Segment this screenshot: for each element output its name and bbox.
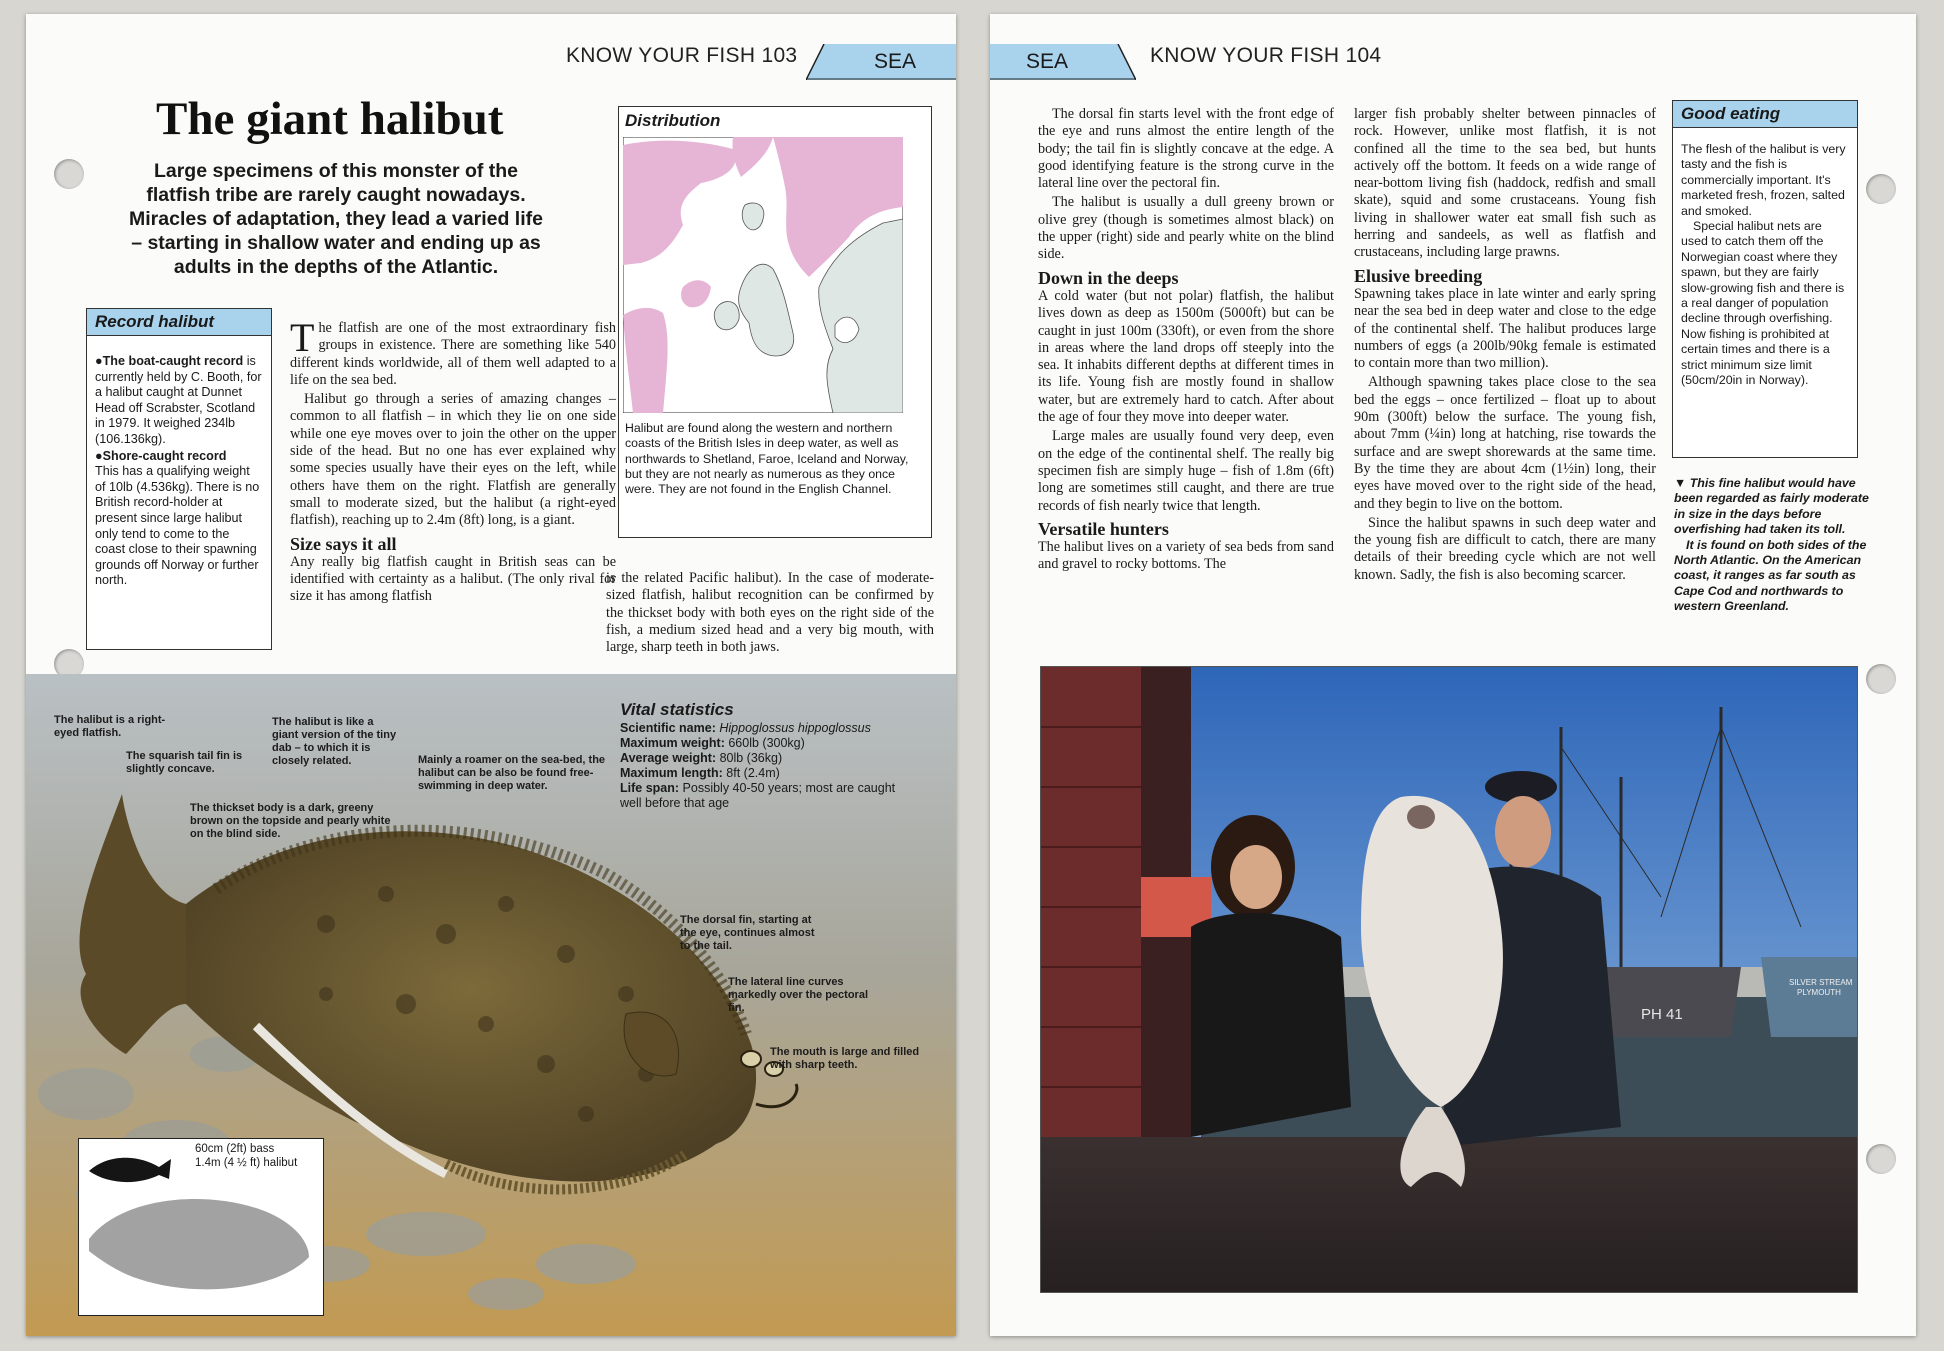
vital-statistics xyxy=(620,702,920,811)
subheading-size: Size says it all xyxy=(290,533,397,554)
annotation-tail-fin: The squarish tail fin is slightly concave. xyxy=(126,750,243,775)
triangle-marker-icon: ▼ xyxy=(1674,476,1687,490)
binder-hole xyxy=(1866,664,1896,694)
photo-caption: ▼ This fine halibut would have been regarded as fairly moderate in size in the days before overfishing had taken its toll. It is found on both sides of the North Atlantic. On the American coast, it ranges as far south as Cape Cod and northwards to western Greenland. xyxy=(1674,476,1874,615)
article-intro: Large specimens of this monster of the flatfish tribe are rarely caught nowadays. Miracles of adaptation, they lead a varied life – starting in shallow water and ending up as adults in the depths of the Atlantic. xyxy=(129,160,543,278)
vital-heading: Vital statistics xyxy=(620,700,734,719)
scale-comparison-box xyxy=(78,1138,324,1316)
record-halibut-heading: Record halibut xyxy=(87,309,271,336)
annotation-dab: The halibut is like a giant version of the tiny dab – to which it is closely related. xyxy=(272,716,397,767)
vital-max-weight: Maximum weight: 660lb (300kg) xyxy=(620,736,805,750)
annotation-lateral-line: The lateral line curves markedly over the pectoral fin. xyxy=(728,976,869,1014)
annotation-roamer: Mainly a roamer on the sea-bed, the halibut can be also be found free-swimming in deep water. xyxy=(418,754,606,792)
vital-max-length: Maximum length: 8ft (2.4m) xyxy=(620,766,780,780)
annotation-right-eyed: The halibut is a right-eyed flatfish. xyxy=(54,714,166,739)
right-page xyxy=(990,14,1916,1336)
boat-name: SILVER STREAM xyxy=(1789,978,1853,987)
annotation-body-colour: The thickset body is a dark, greeny brown on the topside and pearly white on the blind side. xyxy=(190,802,391,840)
body-paragraph: The halibut lives on a variety of sea beds from sand and gravel to rocky bottoms. The xyxy=(1038,539,1334,573)
photo-caption-text: It is found on both sides of the North Atlantic. On the American coast, it ranges as far south as Cape Cod and northwards to western Greenland. xyxy=(1674,537,1867,614)
good-eating-text: Special halibut nets are used to catch them off the Norwegian coast where they spawn, but they are fairly slow-growing fish and there is a real danger of population decline through overfishing. Now fishing is prohibited at certain times and there is a strict minimum size limit (50cm/20in in Norway). xyxy=(1681,219,1845,388)
body-paragraph: Since the halibut spawns in such deep water and the young fish are difficult to catch, there are many details of their breeding cycle which are not well known. Sadly, the fish is also becoming scarcer. xyxy=(1354,514,1656,583)
article-title: The giant halibut xyxy=(156,93,504,145)
page-header-text: KNOW YOUR FISH 104 xyxy=(1150,44,1382,67)
body-column-2 xyxy=(1354,106,1656,586)
sea-tab-label: SEA xyxy=(874,50,917,73)
distribution-box xyxy=(618,106,932,538)
boat-record-text: ●The boat-caught record is currently held by C. Booth, for a halibut caught at Dunnet Head off Scrabster, Scotland in 1979. It weighed 234lb (106.136kg). xyxy=(95,354,262,446)
good-eating-text: The flesh of the halibut is very tasty and the fish is commercially important. It's marketed fresh, frozen, salted and smoked. xyxy=(1681,142,1846,218)
shore-record-heading: ●Shore-caught record xyxy=(95,448,227,463)
record-halibut-box xyxy=(86,308,272,650)
subheading-hunters: Versatile hunters xyxy=(1038,518,1169,539)
good-eating-heading: Good eating xyxy=(1673,101,1857,128)
annotation-mouth: The mouth is large and filled with sharp teeth. xyxy=(770,1046,920,1071)
vital-scientific-name: Scientific name: Hippoglossus hippoglossus xyxy=(620,721,871,735)
harbour-scene xyxy=(1041,667,1857,1292)
distribution-heading: Distribution xyxy=(625,111,721,130)
body-paragraph: Any really big flatfish caught in British seas can be identified with certainty as a halibut. (The only rival for size it has among flatfish xyxy=(290,553,616,605)
binder-hole xyxy=(1866,1144,1896,1174)
shore-record-text: This has a qualifying weight of 10lb (4.536kg). There is no British record-holder at present since large halibut only tend to come to the coast close to their spawning grounds off Norway or further north. xyxy=(95,464,260,588)
good-eating-box xyxy=(1672,100,1858,458)
bullet-icon: ● xyxy=(95,354,103,368)
vital-average-weight: Average weight: 80lb (36kg) xyxy=(620,751,783,765)
distribution-map xyxy=(623,137,903,413)
body-column-2 xyxy=(606,570,934,658)
sea-tab-label: SEA xyxy=(1026,50,1069,73)
body-paragraph: The dorsal fin starts level with the front edge of the eye and runs almost the entire length of the body; the tail fin is slightly concave at the edge. A good identifying feature is the strong curve in the lateral line over the pectoral fin. xyxy=(1038,106,1334,192)
binder-hole xyxy=(54,159,84,189)
binder-hole xyxy=(1866,174,1896,204)
annotation-dorsal-fin: The dorsal fin, starting at the eye, continues almost to the tail. xyxy=(680,914,815,952)
distribution-caption: Halibut are found along the western and northern coasts of the British Isles in deep water, as well as northwards to Shetland, Faroe, Iceland and Norway, but they are not nearly as numerous as they once were. They are not found in the English Channel. xyxy=(625,421,909,497)
left-page xyxy=(26,14,956,1336)
drop-cap: T xyxy=(290,315,315,360)
vital-life-span: Life span: Possibly 40-50 years; most are caught well before that age xyxy=(620,781,896,810)
body-column-1 xyxy=(1038,106,1334,576)
body-column-1 xyxy=(290,315,616,608)
halibut-photo xyxy=(1040,666,1858,1293)
body-paragraph: larger fish probably shelter between pinnacles of rock. However, unlike most flatfish, it is not confined all the time to the sea bed, but hunts actively off the bottom. It feeds on a wide range of near-bottom living fish (haddock, redfish and small skate), squid and some crustaceans. Young fish living in shallower water eat small fish such as herring and sandeels, as well as flatfish and crustaceans, including large prawns. xyxy=(1354,106,1656,261)
body-paragraph: he flatfish are one of the most extraordinary fish groups in existence. There are something like 540 different kinds worldwide, all of them well adapted to a life on the sea bed. xyxy=(290,320,616,388)
scale-halibut-label: 1.4m (4 ½ ft) halibut xyxy=(195,1157,298,1169)
body-paragraph: Spawning takes place in late winter and early spring near the sea bed in deep water and close to the edge of the continental shelf. The halibut produces large numbers of eggs (a 200lb/90kg female is estimated to contain more than two million). xyxy=(1354,285,1656,372)
boat-registration: PH 41 xyxy=(1641,1006,1683,1023)
body-paragraph: A cold water (but not polar) flatfish, the halibut lives down as deep as 1500m (5000ft) but can be caught in just 100m (330ft), or even from the shore in areas where the land drops off steeply into the sea. It inhabits different depths at different times in its life. Young fish are mostly found in shallow water, but are extremely hard to catch. After about the age of four they move into deeper water. xyxy=(1038,287,1334,426)
body-paragraph: The halibut is usually a dull greeny brown or olive grey (though is sometimes almost black) on the upper (right) side and pearly white on the blind side. xyxy=(1038,194,1334,263)
body-paragraph: Although spawning takes place close to the sea bed the eggs – once fertilized – float up to about 90m (300ft) below the surface. The young fish, about 7mm (¼in) long at hatching, rise towards the surface and are swept shorewards at the same time. By the time they are about 4cm (1½in) long, their eyes have moved over to the right side of the head, and they begin to live on the bottom. xyxy=(1354,374,1656,512)
body-paragraph: is the related Pacific halibut). In the case of moderate-sized flatfish, halibut recognition can be confirmed by the thickset body with both eyes on the right side of the fish, a medium sized head and a very big mouth, with large, sharp teeth in both jaws. xyxy=(606,570,934,656)
body-paragraph: Large males are usually found very deep, even on the edge of the continental shelf. The really big specimen fish are simply huge – fish of 1.8m (6ft) long are sometimes still caught, and there are true records of fish nearly twice that length. xyxy=(1038,428,1334,514)
scale-bass-label: 60cm (2ft) bass xyxy=(195,1143,275,1155)
boat-port: PLYMOUTH xyxy=(1797,988,1841,997)
page-header-text: KNOW YOUR FISH 103 xyxy=(566,44,798,67)
subheading-breeding: Elusive breeding xyxy=(1354,265,1483,286)
body-paragraph: Halibut go through a series of amazing changes – common to all flatfish – in which they lie on one side while one eye moves over to join the other on the upper side of the head. But no one has ever explained why some species usually have their eyes on the left, while others have them on the right. Flatfish are generally small to moderate sized, but the halibut (a right-eyed flatfish), reaching up to 2.4m (8ft) long, is a giant. xyxy=(290,391,616,529)
bullet-icon: ● xyxy=(95,448,103,463)
subheading-deeps: Down in the deeps xyxy=(1038,267,1179,288)
